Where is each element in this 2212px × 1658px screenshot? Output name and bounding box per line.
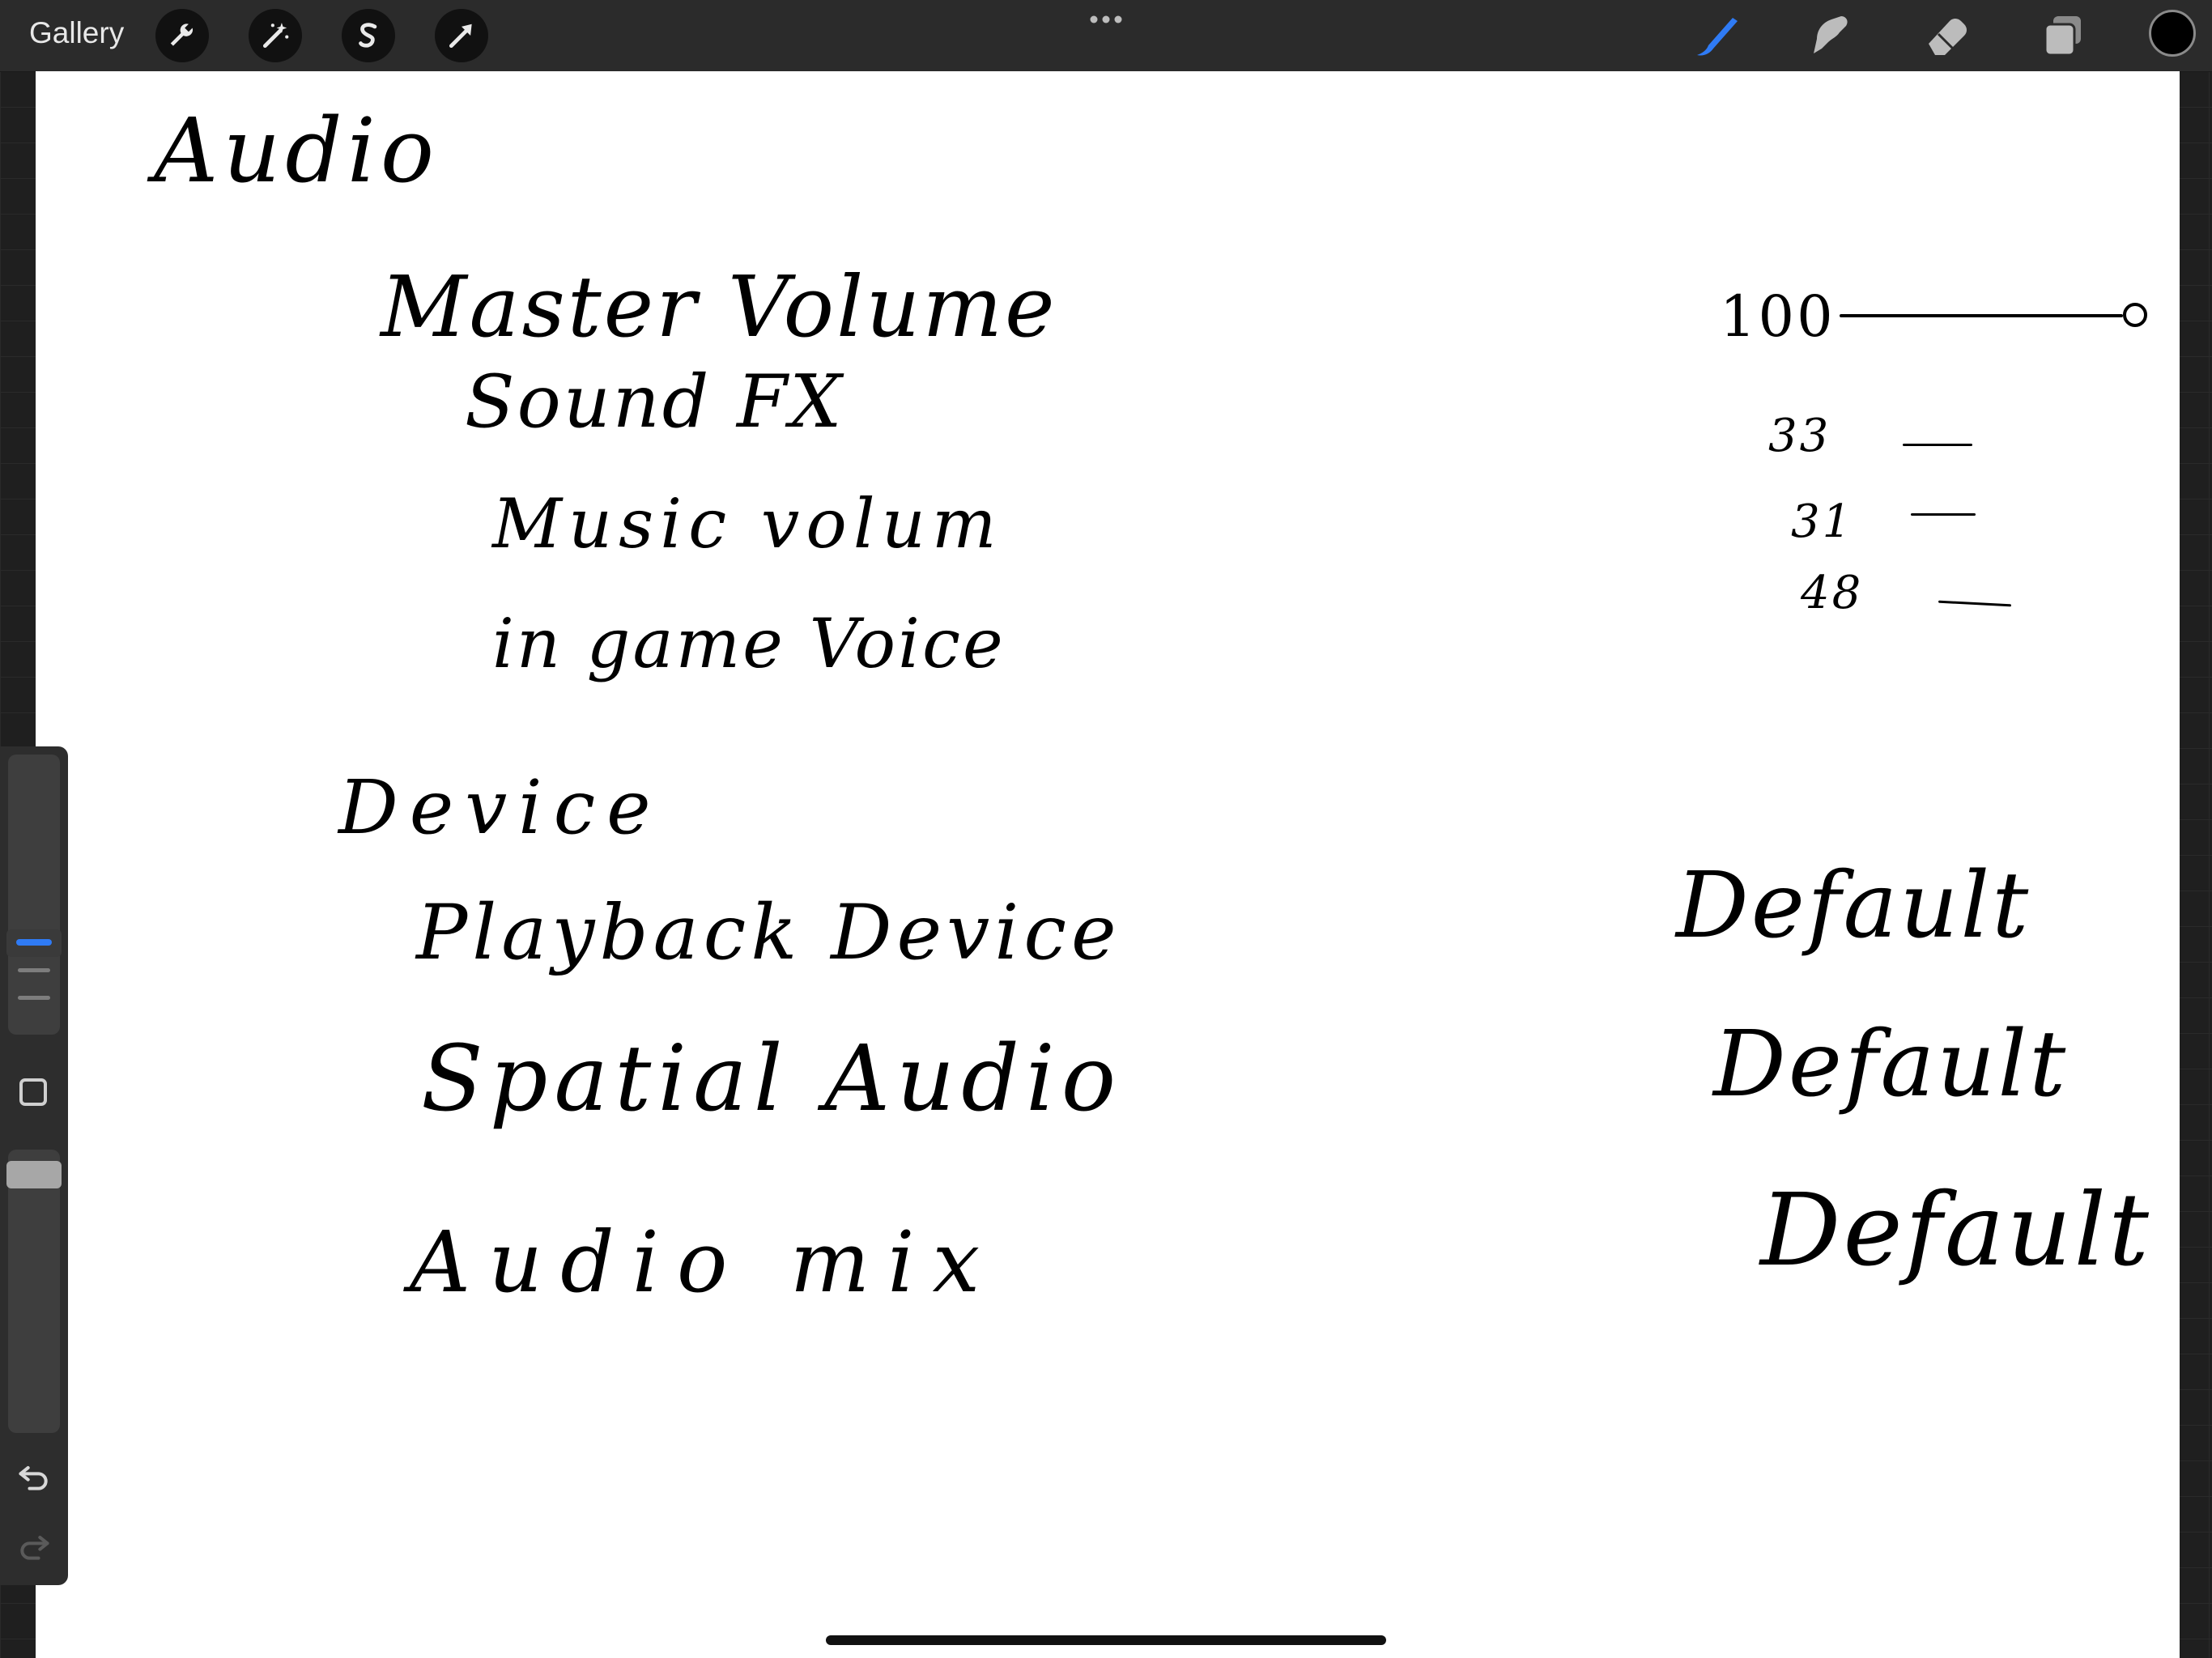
device-value-playback[interactable]: Default: [1676, 853, 2031, 959]
opacity-handle[interactable]: [6, 1161, 62, 1188]
undo-icon[interactable]: [16, 1459, 52, 1499]
color-swatch-icon[interactable]: [2149, 10, 2196, 57]
volume-label-music: Music volum: [492, 484, 1003, 563]
device-value-spatial[interactable]: Default: [1713, 1012, 2069, 1117]
top-toolbar: [0, 0, 2212, 72]
sound-fx-slider[interactable]: [1903, 444, 1972, 446]
volume-value-master: 100: [1720, 283, 1836, 350]
music-slider[interactable]: [1911, 513, 1976, 516]
square-modifier-icon[interactable]: [19, 1078, 47, 1106]
slider-tick: [18, 996, 50, 1000]
magic-wand-icon[interactable]: [249, 9, 302, 62]
device-heading: Device: [338, 764, 662, 851]
device-label-playback: Playback Device: [416, 889, 1121, 977]
wrench-icon[interactable]: [155, 9, 209, 62]
home-indicator[interactable]: [826, 1635, 1386, 1645]
opacity-slider[interactable]: [8, 1150, 60, 1433]
gallery-button[interactable]: Gallery: [29, 16, 125, 49]
page-title: Audio: [154, 99, 440, 202]
voice-slider[interactable]: [1938, 601, 2011, 607]
left-sidebar: [0, 746, 68, 1585]
drawing-canvas[interactable]: [36, 71, 2180, 1658]
more-dots-icon[interactable]: [1088, 10, 1124, 33]
volume-value-voice: 48: [1801, 567, 1864, 619]
volume-label-voice: in game Voice: [492, 604, 1006, 683]
slider-tick: [18, 968, 50, 972]
volume-value-sound-fx: 33: [1768, 410, 1831, 462]
volume-value-music: 31: [1791, 495, 1854, 548]
device-label-spatial: Spatial Audio: [421, 1027, 1123, 1132]
layers-icon[interactable]: [2035, 11, 2087, 64]
redo-icon[interactable]: [16, 1528, 52, 1568]
eraser-icon[interactable]: [1921, 11, 1972, 64]
master-volume-slider[interactable]: [1840, 314, 2163, 363]
arrow-cursor-icon[interactable]: [435, 9, 488, 62]
device-label-audio-mix: Audio mix: [410, 1213, 998, 1312]
brush-size-slider[interactable]: [8, 755, 60, 1035]
smudge-icon[interactable]: [1804, 11, 1856, 64]
brush-size-handle[interactable]: [6, 929, 62, 957]
device-value-audio-mix[interactable]: Default: [1760, 1172, 2151, 1289]
volume-label-sound-fx: Sound FX: [465, 359, 844, 444]
brush-icon[interactable]: [1691, 11, 1742, 64]
selection-s-icon[interactable]: [342, 9, 395, 62]
volume-label-master: Master Volume: [381, 257, 1057, 356]
